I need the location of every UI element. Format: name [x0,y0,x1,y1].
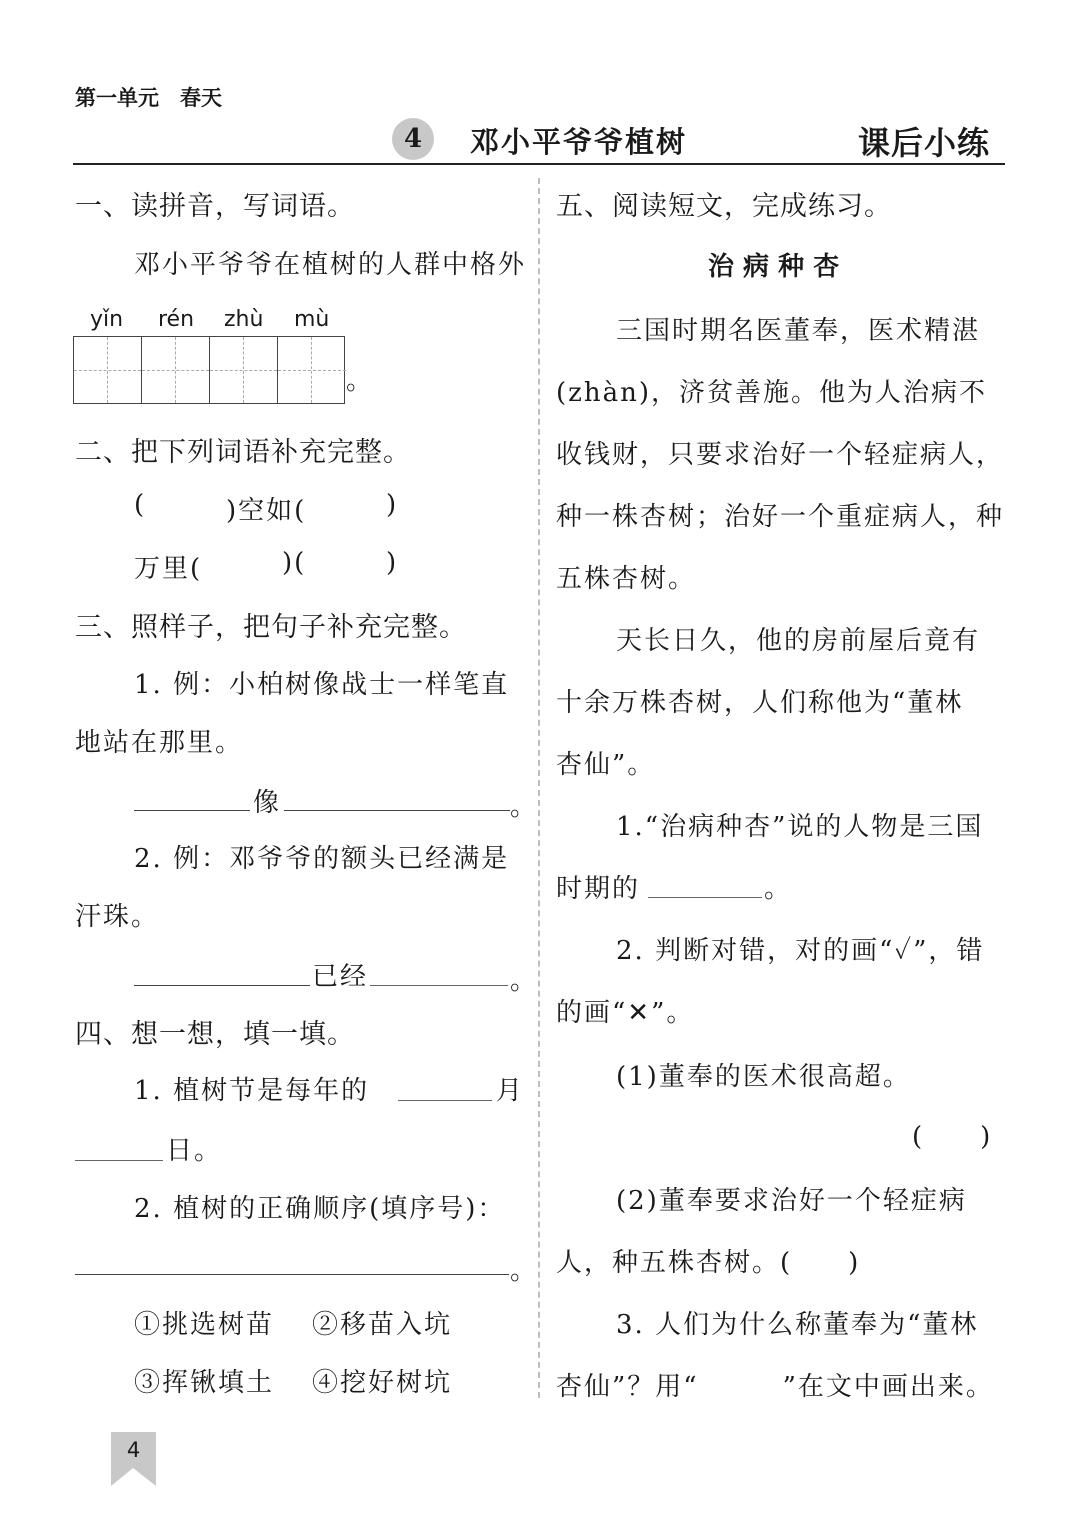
section-2-heading: 二、把下列词语补充完整。 [75,437,411,468]
passage-title: 治 病 种 杏 [708,252,840,282]
writing-box[interactable] [142,337,210,403]
month-blank[interactable] [398,1100,492,1101]
question-5-3-line-2: 杏仙”？用“ ”在文中画出来。 [556,1372,994,1402]
answer-blank[interactable] [370,985,508,986]
example-2-end: 。 [510,966,539,996]
writing-grid [73,336,345,404]
order-blank[interactable] [75,1274,509,1275]
writing-box[interactable] [210,337,278,403]
question-5-2-line-2: 的画“✕”。 [556,998,695,1028]
unit-label: 第一单元 春天 [75,86,222,110]
option-3: ③挥锹填土 [134,1368,275,1398]
answer-blank[interactable] [134,985,310,986]
passage-line: 种一株杏树；治好一个重症病人，种 [556,502,1005,532]
day-blank[interactable] [75,1160,163,1161]
pinyin-2: rén [158,307,195,332]
passage-line: 三国时期名医董奉，医术精湛 [616,316,981,346]
example-1-line-2: 地站在那里。 [75,728,244,758]
section-4-heading: 四、想一想，填一填。 [75,1019,355,1050]
header-rule [73,163,1005,165]
section-1-sentence: 邓小平爷爷在植树的人群中格外 [134,250,527,280]
option-2: ②移苗入坑 [312,1310,453,1340]
question-4-2-end: 。 [510,1256,539,1286]
passage-line: (zhàn)，济贫善施。他为人治病不 [556,378,987,408]
page-number: 4 [126,1438,141,1462]
example-2-line-1: 2. 例：邓爷爷的额头已经满是 [134,844,510,874]
phrase-1-part-1: ( [134,490,147,520]
question-5-3: 3. 人们为什么称董奉为“董林 [616,1310,979,1340]
example-2-line-2: 汗珠。 [75,902,160,932]
passage-line: 收钱财，只要求治好一个轻症病人， [556,440,1005,470]
section-5-heading: 五、阅读短文，完成练习。 [556,191,892,222]
phrase-2-part-2: )( [282,548,307,578]
page-tab-notch [111,1468,156,1486]
pinyin-3: zhù [224,307,264,332]
column-divider [538,178,540,1398]
phrase-1-part-3: ) [386,490,399,520]
example-2-mid-word: 已经 [312,962,369,992]
example-1-line-1: 1. 例：小柏树像战士一样笔直 [134,670,510,700]
month-label: 月 [496,1076,525,1106]
option-4: ④挖好树坑 [312,1368,453,1398]
section-1-heading: 一、读拼音，写词语。 [75,191,355,222]
question-5-1: 1.“治病种杏”说的人物是三国 [616,812,984,842]
question-4-2: 2. 植树的正确顺序(填序号)： [134,1194,506,1224]
question-4-1: 1. 植树节是每年的 [134,1076,370,1106]
passage-line: 天长日久，他的房前屋后竟有 [616,626,981,656]
day-label: 日。 [166,1136,223,1166]
statement-2: (2)董奉要求治好一个轻症病 [616,1186,967,1216]
question-5-1-line-2: 时期的 [556,874,641,904]
question-5-2: 2. 判断对错，对的画“✓”，错 [616,936,985,966]
answer-blank[interactable] [284,810,510,811]
pinyin-1: yǐn [90,307,124,332]
statement-1-answer[interactable]: ( ) [912,1122,993,1152]
example-1-mid-word: 像 [253,788,282,818]
phrase-2-part-3: ) [386,548,399,578]
phrase-1-part-2: )空如( [226,496,307,526]
phrase-2-part-1: 万里( [134,554,203,584]
lesson-title: 邓小平爷爷植树 [470,125,688,159]
answer-blank[interactable] [134,810,250,811]
passage-line: 五株杏树。 [556,564,697,594]
section-1-end-mark: 。 [346,366,375,396]
answer-blank[interactable] [648,897,762,898]
writing-box[interactable] [74,337,142,403]
section-3-heading: 三、照样子，把句子补充完整。 [75,612,467,643]
question-5-1-end: 。 [764,874,793,904]
example-1-end: 。 [510,792,539,822]
practice-label: 课后小练 [858,124,991,162]
option-1: ①挑选树苗 [134,1310,275,1340]
passage-line: 十余万株杏树，人们称他为“董林 [556,688,964,718]
lesson-number-badge: 4 [392,118,434,160]
statement-1: (1)董奉的医术很高超。 [616,1062,911,1092]
passage-line: 杏仙”。 [556,750,656,780]
statement-2-line-2: 人，种五株杏树。( ) [556,1248,861,1278]
writing-box[interactable] [278,337,346,403]
pinyin-4: mù [294,307,330,332]
